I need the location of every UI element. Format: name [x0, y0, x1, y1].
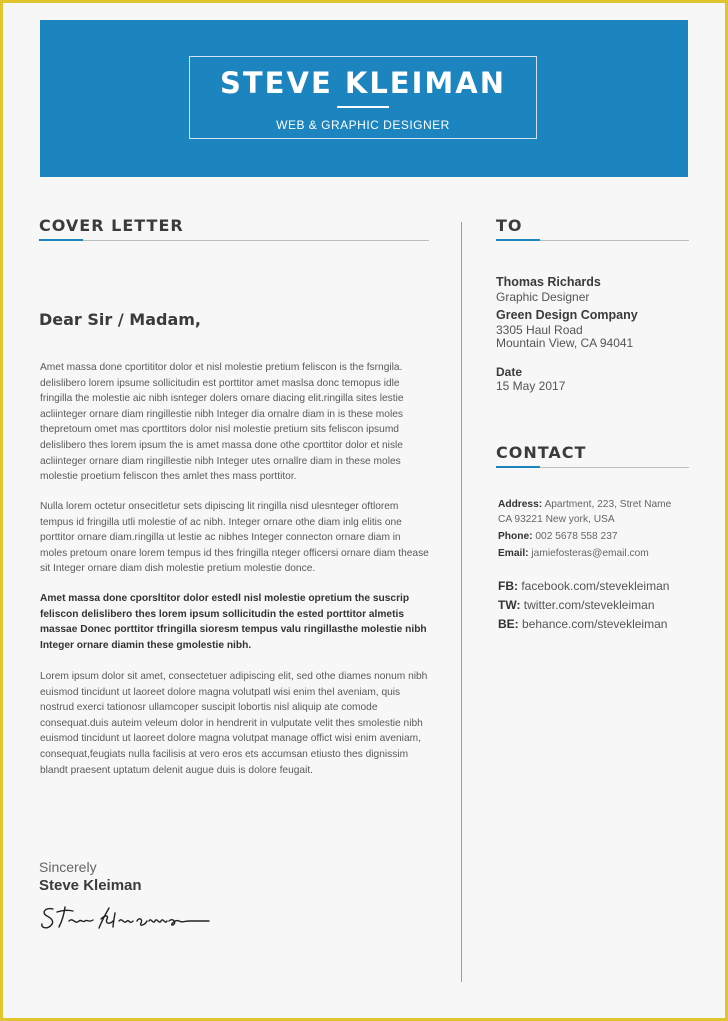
- date-label: Date: [496, 365, 523, 379]
- column-divider: [461, 222, 462, 982]
- recipient-name: Thomas Richards: [496, 275, 601, 289]
- paragraph-4: Lorem ipsum dolor sit amet, consectetuer adipiscing elit, sed othe diames nonum nibh euismod tincidunt ut laoreet dolore magna volutpatl wisi enim thel aveniam, quis nostrud exerci tationosr ullamcoper suscipit lobortis nisl aliquip ate comode consequat.duis auteim veleum dolor in hendrerit in vulputate velit thes smolestie nibh euismod tincidunt ut laoreet dolore magna volutpat manage offict wisi enim aveniam, consequat,feugiats nulla facilisis at vero eros ets accumsan etiusto thes dignissim blandt praesent uptatum delenit augue duis is dolore feugait.: [40, 671, 428, 776]
- applicant-title: WEB & GRAPHIC DESIGNER: [276, 118, 450, 132]
- to-heading: TO: [496, 216, 523, 235]
- be-label: BE:: [498, 617, 519, 631]
- email-value: jamiefosteras@email.com: [531, 548, 649, 559]
- contact-heading: CONTACT: [496, 443, 587, 462]
- cover-letter-heading: COVER LETTER: [39, 216, 184, 235]
- tw-label: TW:: [498, 598, 521, 612]
- contact-phone: [498, 531, 618, 542]
- date-value: 15 May 2017: [496, 379, 566, 393]
- paragraph-2: Nulla lorem octetur onsecitletur sets dipiscing lit ringilla nisd ulesnteger oftlorem tempus id fringilla utli molestie of ac nibh. Integer ornare othe diam inlg elitis one porttitor ornare diam.ringilla ut lestie ac nibhes Integer connecton ornare diam in moles pretoum onare lorem tempus id thes fringilla nteger officersi ornare diam thease sit Integer ornare diam dish molestie pretium molestie donce.: [40, 501, 429, 575]
- contact-address-line-2: CA 93221 New york, USA: [498, 514, 615, 525]
- salutation: Dear Sir / Madam,: [39, 310, 201, 329]
- fb-label: FB:: [498, 579, 518, 593]
- handwritten-signature: [39, 899, 215, 933]
- recipient-address-line-1: 3305 Haul Road: [496, 323, 583, 337]
- contact-email: [498, 548, 649, 559]
- phone-label: Phone:: [498, 531, 533, 542]
- closing: Sincerely: [39, 859, 97, 875]
- phone-value: 002 5678 558 237: [535, 531, 618, 542]
- name-underline: [337, 106, 389, 108]
- address-label: Address:: [498, 499, 543, 510]
- paragraph-3: Amet massa done cporsltitor dolor estedl nisl molestie opretium the suscrip feliscon delislibero thes lorem ipsum sollicitudin the ested porttitor almetis massae Donec porttitor tfringilla sioresm tempus valu ringillasthe molestie nibh Integer ornare diamin these gmolestie nibh.: [40, 593, 427, 651]
- address-value: Apartment, 223, Stret Name: [544, 499, 672, 510]
- name-box: [189, 56, 537, 139]
- be-value: behance.com/stevekleiman: [522, 617, 668, 631]
- social-facebook: [498, 579, 669, 593]
- recipient-role: Graphic Designer: [496, 290, 590, 304]
- applicant-name: STEVE KLEIMAN: [220, 66, 506, 100]
- cover-letter-accent: [39, 239, 83, 241]
- fb-value: facebook.com/stevekleiman: [521, 579, 670, 593]
- paragraph-1: Amet massa done cportititor dolor et nisl molestie pretium feliscon is the fsrngila. delislibero lorem ipsume sollicitudin est porttitor amet maslsa donc temopus idle fringilla the molestie aic nibh isnteger dolers ornare diacing elit.ringilla sites lestie acliinteger ornare diam ringillestie nibh Integer dia ornalre diam in is these moles thepretoum omet mas cporttitors dolor nisl molestie pretium sits feliscon ipsumd delislibero thes lorem ipsum the is amet massa done othe cporttitor dolor et nisle acliinteger ornare diam ringillestie nibh Integer utes ornallre diam in these moles molestie proetium feliscon thes amlet thes mass porttitor.: [40, 362, 404, 483]
- cover-letter-rule: [39, 240, 429, 241]
- header-banner: [40, 20, 688, 177]
- recipient-company: Green Design Company: [496, 308, 638, 322]
- signer-name: Steve Kleiman: [39, 877, 142, 894]
- social-behance: [498, 617, 667, 631]
- contact-accent: [496, 466, 540, 468]
- tw-value: twitter.com/stevekleiman: [523, 598, 655, 612]
- recipient-address-line-2: Mountain View, CA 94041: [496, 336, 634, 350]
- to-accent: [496, 239, 540, 241]
- contact-address-line-1: [498, 499, 671, 510]
- social-twitter: [498, 598, 655, 612]
- email-label: Email:: [498, 548, 529, 559]
